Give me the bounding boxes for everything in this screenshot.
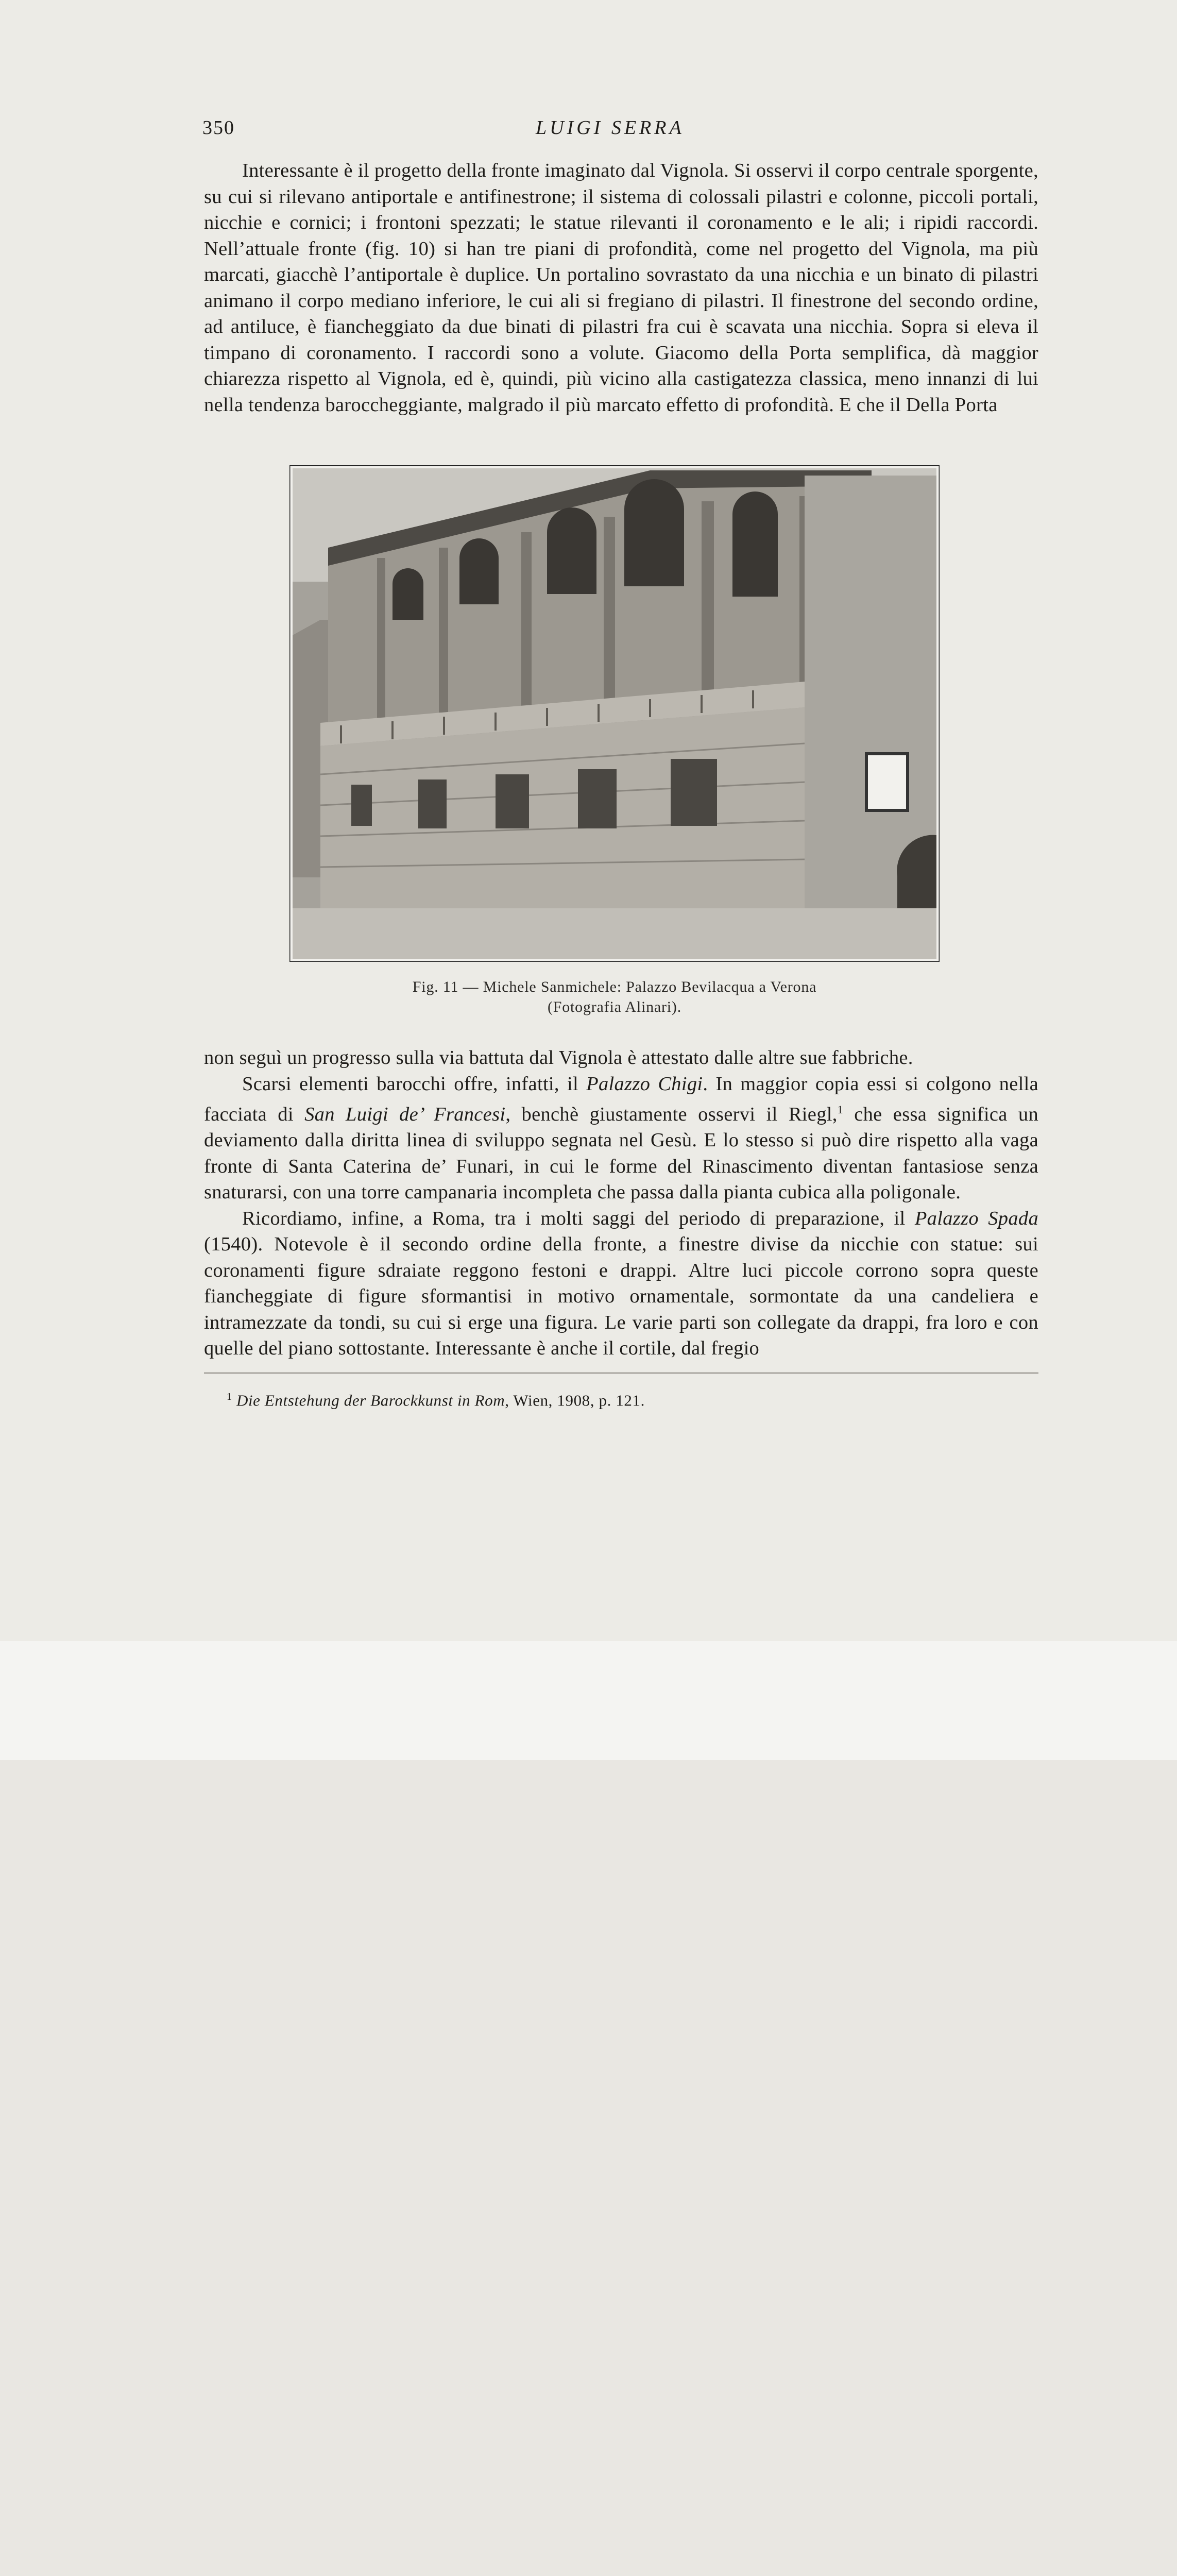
text-run: , benchè giustamente osservi il Riegl, [505,1103,838,1125]
footnote-rest: , Wien, 1908, p. 121. [505,1391,645,1410]
paragraph-baroque [204,1071,1038,1206]
viewer-footer [0,1641,1177,1760]
page-number: 350 [202,117,235,139]
paragraph-top: Interessante è il progetto della fronte imaginato dal Vignola. Si osservi il corpo centrale sporgente, su cui si rilevano antiportale e antifinestrone; il sistema di colossali pilastri e colonne, piccoli portali, nicchie e cornici; i frontoni spezzati; le statue rilevanti il coronamento e le ali; i ripidi raccordi. Nell’attuale fronte (fig. 10) si han tre piani di profondità, come nel progetto del Vignola, ma più marcati, giacchè l’antiportale è duplice. Un portalino sovrastato da una nicchia e un binato di pilastri animano il corpo mediano inferiore, le cui ali si fregiano di pilastri. Il finestrone del secondo ordine, ad antiluce, è fiancheggiato da due binati di pilastri fra cui è scavata una nicchia. Sopra si eleva il timpano di coronamento. I raccordi sono a volute. Giacomo della Porta semplifica, dà maggior chiarezza rispetto al Vignola, ed è, quindi, più vicino alla castigatezza classica, meno innanzi di lui nella tendenza baroccheggiante, malgrado il più marcato effetto di profondità. E che il Della Porta [204,160,1038,416]
italic-title: Palazzo Chigi [586,1073,703,1095]
footnote-reference: 1 [837,1103,843,1116]
running-head: LUIGI SERRA [536,117,685,139]
paragraph-continuation: non seguì un progresso sulla via battuta dal Vignola è attestato dalle altre sue fabbriche. [204,1047,913,1069]
text-run: Scarsi elementi barocchi offre, infatti, il [242,1073,587,1095]
text-run: Ricordiamo, infine, a Roma, tra i molti saggi del periodo di preparazione, il [242,1207,915,1229]
bottom-text-block [204,1045,1038,1362]
footnote-divider [204,1372,1038,1374]
caption-line-2: (Fotografia Alinari). [547,998,682,1015]
footnote-marker: 1 [227,1391,232,1402]
italic-title: Palazzo Spada [914,1207,1038,1229]
figure-caption [289,977,940,1017]
footnote-title: Die Entstehung der Barockkunst in Rom [236,1391,505,1410]
footnote [227,1391,645,1410]
text-run: che essa significa un deviamento dalla diritta linea di sviluppo segnata nel Gesù. E lo stesso si può dire rispetto alla vaga fronte di Santa Caterina de’ Funari, in cui le forme del Rinascimento diventan fantasiose senza snaturarsi, con una torre campanaria incompleta che passa dalla pianta cubica alla poligonale. [204,1103,1039,1204]
paragraph-spada [204,1206,1038,1362]
text-run: (1540). Notevole è il secondo ordine della fronte, a finestre divise da nicchie con statue: sui coronamenti figure sdraiate reggono festoni e drappi. Altre luci piccole corrono sopra queste fiancheggiate di figure sformantisi in motivo ornamentale, sormontate da una candeliera e intramezzate da tondi, su cui si erge una figura. Le varie parti son collegate da drappi, fra loro e con quelle del piano sottostante. Interessante è anche il cortile, dal fregio [204,1233,1038,1360]
italic-title: San Luigi de’ Francesi [304,1103,506,1125]
caption-line-1: Fig. 11 — Michele Sanmichele: Palazzo Bevilacqua a Verona [412,978,817,995]
palazzo-photograph [289,465,940,962]
text-run: . In maggior copia essi si colgono nella facciata di [204,1073,1038,1125]
top-text-block [204,158,1038,418]
